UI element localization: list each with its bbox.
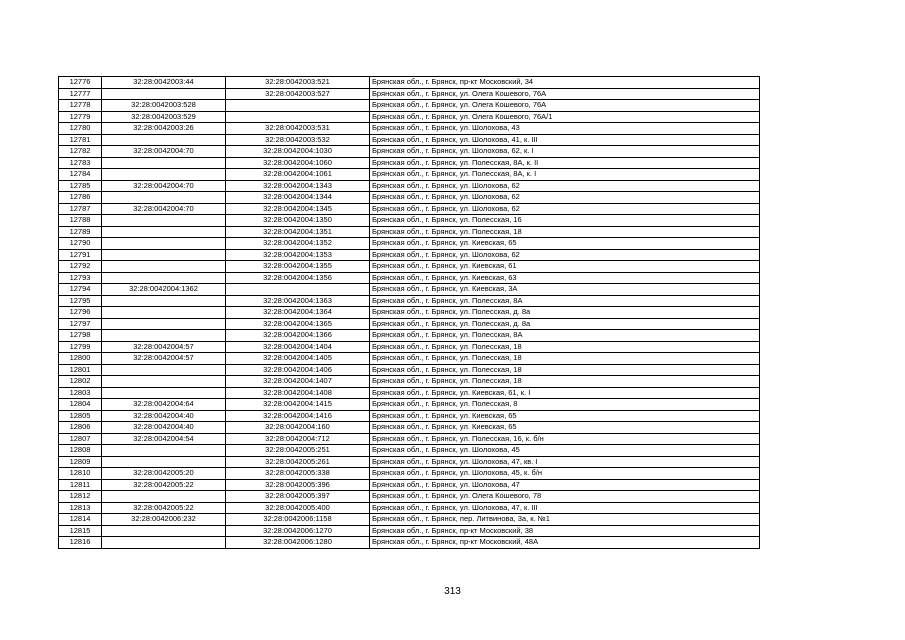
- object-cadastral-number-cell: 32:28:0042004:1363: [226, 295, 370, 307]
- object-cadastral-number-cell: 32:28:0042003:531: [226, 123, 370, 135]
- row-number-cell: 12780: [59, 123, 102, 135]
- row-number-cell: 12790: [59, 238, 102, 250]
- parcel-cadastral-number-cell: 32:28:0042005:22: [102, 502, 226, 514]
- address-cell: Брянская обл., г. Брянск, ул. Киевская, 63: [370, 272, 760, 284]
- row-number-cell: 12794: [59, 284, 102, 296]
- table-row: [59, 364, 760, 376]
- object-cadastral-number-cell: 32:28:0042004:1030: [226, 146, 370, 158]
- parcel-cadastral-number-cell: 32:28:0042004:40: [102, 422, 226, 434]
- parcel-cadastral-number-cell: [102, 456, 226, 468]
- address-cell: Брянская обл., г. Брянск, ул. Киевская, 3А: [370, 284, 760, 296]
- table-row: [59, 502, 760, 514]
- parcel-cadastral-number-cell: 32:28:0042003:44: [102, 77, 226, 89]
- object-cadastral-number-cell: 32:28:0042004:1366: [226, 330, 370, 342]
- parcel-cadastral-number-cell: [102, 215, 226, 227]
- row-number-cell: 12777: [59, 88, 102, 100]
- row-number-cell: 12776: [59, 77, 102, 89]
- table-row: [59, 146, 760, 158]
- object-cadastral-number-cell: 32:28:0042004:1356: [226, 272, 370, 284]
- object-cadastral-number-cell: 32:28:0042004:1408: [226, 387, 370, 399]
- object-cadastral-number-cell: 32:28:0042003:521: [226, 77, 370, 89]
- object-cadastral-number-cell: 32:28:0042004:1415: [226, 399, 370, 411]
- parcel-cadastral-number-cell: [102, 192, 226, 204]
- table-row: [59, 88, 760, 100]
- parcel-cadastral-number-cell: 32:28:0042005:20: [102, 468, 226, 480]
- object-cadastral-number-cell: 32:28:0042004:1343: [226, 180, 370, 192]
- row-number-cell: 12808: [59, 445, 102, 457]
- parcel-cadastral-number-cell: [102, 307, 226, 319]
- address-cell: Брянская обл., г. Брянск, ул. Полесская, 18: [370, 364, 760, 376]
- address-cell: Брянская обл., г. Брянск, ул. Олега Кошевого, 76А: [370, 100, 760, 112]
- row-number-cell: 12793: [59, 272, 102, 284]
- table-row: [59, 226, 760, 238]
- address-cell: Брянская обл., г. Брянск, ул. Шолохова, 62: [370, 192, 760, 204]
- parcel-cadastral-number-cell: [102, 261, 226, 273]
- parcel-cadastral-number-cell: 32:28:0042005:22: [102, 479, 226, 491]
- table-row: [59, 399, 760, 411]
- row-number-cell: 12798: [59, 330, 102, 342]
- address-cell: Брянская обл., г. Брянск, ул. Полесская, 8: [370, 399, 760, 411]
- parcel-cadastral-number-cell: [102, 525, 226, 537]
- row-number-cell: 12811: [59, 479, 102, 491]
- row-number-cell: 12797: [59, 318, 102, 330]
- parcel-cadastral-number-cell: [102, 169, 226, 181]
- parcel-cadastral-number-cell: 32:28:0042004:64: [102, 399, 226, 411]
- address-cell: Брянская обл., г. Брянск, ул. Полесская, 16: [370, 215, 760, 227]
- parcel-cadastral-number-cell: 32:28:0042004:57: [102, 341, 226, 353]
- address-cell: Брянская обл., г. Брянск, ул. Полесская, 8А, к. II: [370, 157, 760, 169]
- row-number-cell: 12779: [59, 111, 102, 123]
- table-row: [59, 215, 760, 227]
- row-number-cell: 12785: [59, 180, 102, 192]
- row-number-cell: 12812: [59, 491, 102, 503]
- table-row: [59, 410, 760, 422]
- address-cell: Брянская обл., г. Брянск, ул. Полесская, 18: [370, 376, 760, 388]
- address-cell: Брянская обл., г. Брянск, ул. Полесская, 16, к. б/н: [370, 433, 760, 445]
- address-cell: Брянская обл., г. Брянск, ул. Олега Кошевого, 78: [370, 491, 760, 503]
- table-row: [59, 111, 760, 123]
- object-cadastral-number-cell: 32:28:0042004:1060: [226, 157, 370, 169]
- parcel-cadastral-number-cell: [102, 387, 226, 399]
- page-number: 313: [444, 586, 461, 597]
- row-number-cell: 12789: [59, 226, 102, 238]
- table-row: [59, 238, 760, 250]
- address-cell: Брянская обл., г. Брянск, ул. Полесская, д. 8а: [370, 307, 760, 319]
- address-cell: Брянская обл., г. Брянск, ул. Полесская, 18: [370, 341, 760, 353]
- address-cell: Брянская обл., г. Брянск, ул. Киевская, 65: [370, 238, 760, 250]
- table-row: [59, 123, 760, 135]
- address-cell: Брянская обл., г. Брянск, ул. Шолохова, 47, кв. I: [370, 456, 760, 468]
- parcel-cadastral-number-cell: 32:28:0042004:70: [102, 146, 226, 158]
- object-cadastral-number-cell: 32:28:0042004:1345: [226, 203, 370, 215]
- address-cell: Брянская обл., г. Брянск, ул. Шолохова, 62, к. I: [370, 146, 760, 158]
- table-row: [59, 341, 760, 353]
- table-row: [59, 525, 760, 537]
- parcel-cadastral-number-cell: 32:28:0042004:57: [102, 353, 226, 365]
- object-cadastral-number-cell: 32:28:0042005:400: [226, 502, 370, 514]
- object-cadastral-number-cell: 32:28:0042004:712: [226, 433, 370, 445]
- address-cell: Брянская обл., г. Брянск, ул. Полесская, 18: [370, 226, 760, 238]
- parcel-cadastral-number-cell: [102, 445, 226, 457]
- address-cell: Брянская обл., г. Брянск, ул. Шолохова, 45, к. б/н: [370, 468, 760, 480]
- table-row: [59, 353, 760, 365]
- row-number-cell: 12782: [59, 146, 102, 158]
- object-cadastral-number-cell: 32:28:0042005:338: [226, 468, 370, 480]
- object-cadastral-number-cell: 32:28:0042004:1353: [226, 249, 370, 261]
- parcel-cadastral-number-cell: [102, 272, 226, 284]
- row-number-cell: 12791: [59, 249, 102, 261]
- parcel-cadastral-number-cell: [102, 364, 226, 376]
- row-number-cell: 12806: [59, 422, 102, 434]
- address-cell: Брянская обл., г. Брянск, ул. Киевская, 65: [370, 422, 760, 434]
- object-cadastral-number-cell: 32:28:0042004:1364: [226, 307, 370, 319]
- table-row: [59, 169, 760, 181]
- object-cadastral-number-cell: [226, 100, 370, 112]
- parcel-cadastral-number-cell: 32:28:0042004:54: [102, 433, 226, 445]
- object-cadastral-number-cell: 32:28:0042006:1270: [226, 525, 370, 537]
- table-row: [59, 157, 760, 169]
- object-cadastral-number-cell: 32:28:0042006:1280: [226, 537, 370, 549]
- address-cell: Брянская обл., г. Брянск, ул. Киевская, 61, к. I: [370, 387, 760, 399]
- address-cell: Брянская обл., г. Брянск, пр-кт Московский, 38: [370, 525, 760, 537]
- address-cell: Брянская обл., г. Брянск, ул. Полесская, 8А, к. I: [370, 169, 760, 181]
- row-number-cell: 12795: [59, 295, 102, 307]
- table-row: [59, 479, 760, 491]
- address-cell: Брянская обл., г. Брянск, ул. Полесская, 8А: [370, 330, 760, 342]
- object-cadastral-number-cell: 32:28:0042004:160: [226, 422, 370, 434]
- parcel-cadastral-number-cell: [102, 249, 226, 261]
- row-number-cell: 12783: [59, 157, 102, 169]
- parcel-cadastral-number-cell: 32:28:0042003:529: [102, 111, 226, 123]
- parcel-cadastral-number-cell: [102, 238, 226, 250]
- parcel-cadastral-number-cell: 32:28:0042003:528: [102, 100, 226, 112]
- table-row: [59, 272, 760, 284]
- parcel-cadastral-number-cell: [102, 88, 226, 100]
- row-number-cell: 12802: [59, 376, 102, 388]
- object-cadastral-number-cell: 32:28:0042003:532: [226, 134, 370, 146]
- parcel-cadastral-number-cell: [102, 537, 226, 549]
- parcel-cadastral-number-cell: [102, 318, 226, 330]
- row-number-cell: 12787: [59, 203, 102, 215]
- table-row: [59, 295, 760, 307]
- table-row: [59, 318, 760, 330]
- object-cadastral-number-cell: 32:28:0042004:1405: [226, 353, 370, 365]
- object-cadastral-number-cell: 32:28:0042004:1350: [226, 215, 370, 227]
- table-row: [59, 192, 760, 204]
- object-cadastral-number-cell: 32:28:0042004:1406: [226, 364, 370, 376]
- table-row: [59, 422, 760, 434]
- table-row: [59, 468, 760, 480]
- object-cadastral-number-cell: 32:28:0042005:261: [226, 456, 370, 468]
- row-number-cell: 12809: [59, 456, 102, 468]
- object-cadastral-number-cell: 32:28:0042004:1344: [226, 192, 370, 204]
- address-cell: Брянская обл., г. Брянск, ул. Шолохова, 47, к. III: [370, 502, 760, 514]
- address-cell: Брянская обл., г. Брянск, ул. Полесская, 18: [370, 353, 760, 365]
- object-cadastral-number-cell: [226, 284, 370, 296]
- row-number-cell: 12807: [59, 433, 102, 445]
- object-cadastral-number-cell: [226, 111, 370, 123]
- address-cell: Брянская обл., г. Брянск, ул. Киевская, 65: [370, 410, 760, 422]
- object-cadastral-number-cell: 32:28:0042004:1352: [226, 238, 370, 250]
- address-cell: Брянская обл., г. Брянск, пер. Литвинова, 3а, к. №1: [370, 514, 760, 526]
- property-registry-table: [58, 76, 760, 549]
- parcel-cadastral-number-cell: [102, 491, 226, 503]
- parcel-cadastral-number-cell: 32:28:0042004:70: [102, 180, 226, 192]
- object-cadastral-number-cell: 32:28:0042004:1351: [226, 226, 370, 238]
- row-number-cell: 12784: [59, 169, 102, 181]
- table-row: [59, 330, 760, 342]
- row-number-cell: 12796: [59, 307, 102, 319]
- row-number-cell: 12786: [59, 192, 102, 204]
- row-number-cell: 12804: [59, 399, 102, 411]
- parcel-cadastral-number-cell: [102, 226, 226, 238]
- object-cadastral-number-cell: 32:28:0042004:1407: [226, 376, 370, 388]
- table-row: [59, 387, 760, 399]
- object-cadastral-number-cell: 32:28:0042004:1365: [226, 318, 370, 330]
- parcel-cadastral-number-cell: [102, 330, 226, 342]
- row-number-cell: 12788: [59, 215, 102, 227]
- row-number-cell: 12803: [59, 387, 102, 399]
- table-row: [59, 537, 760, 549]
- row-number-cell: 12799: [59, 341, 102, 353]
- address-cell: Брянская обл., г. Брянск, ул. Шолохова, 41, к. III: [370, 134, 760, 146]
- parcel-cadastral-number-cell: [102, 157, 226, 169]
- parcel-cadastral-number-cell: 32:28:0042004:1362: [102, 284, 226, 296]
- table-row: [59, 514, 760, 526]
- table-row: [59, 456, 760, 468]
- address-cell: Брянская обл., г. Брянск, ул. Шолохова, 62: [370, 180, 760, 192]
- address-cell: Брянская обл., г. Брянск, пр-кт Московский, 34: [370, 77, 760, 89]
- table-row: [59, 491, 760, 503]
- address-cell: Брянская обл., г. Брянск, ул. Шолохова, 43: [370, 123, 760, 135]
- row-number-cell: 12792: [59, 261, 102, 273]
- address-cell: Брянская обл., г. Брянск, ул. Шолохова, 47: [370, 479, 760, 491]
- parcel-cadastral-number-cell: [102, 295, 226, 307]
- table-row: [59, 445, 760, 457]
- address-cell: Брянская обл., г. Брянск, пр-кт Московский, 48А: [370, 537, 760, 549]
- address-cell: Брянская обл., г. Брянск, ул. Шолохова, 62: [370, 249, 760, 261]
- parcel-cadastral-number-cell: 32:28:0042006:232: [102, 514, 226, 526]
- row-number-cell: 12814: [59, 514, 102, 526]
- table-row: [59, 433, 760, 445]
- object-cadastral-number-cell: 32:28:0042004:1416: [226, 410, 370, 422]
- table-row: [59, 100, 760, 112]
- row-number-cell: 12805: [59, 410, 102, 422]
- address-cell: Брянская обл., г. Брянск, ул. Олега Кошевого, 76А: [370, 88, 760, 100]
- table-row: [59, 376, 760, 388]
- parcel-cadastral-number-cell: [102, 134, 226, 146]
- table-row: [59, 261, 760, 273]
- row-number-cell: 12801: [59, 364, 102, 376]
- object-cadastral-number-cell: 32:28:0042004:1404: [226, 341, 370, 353]
- row-number-cell: 12778: [59, 100, 102, 112]
- row-number-cell: 12815: [59, 525, 102, 537]
- row-number-cell: 12781: [59, 134, 102, 146]
- object-cadastral-number-cell: 32:28:0042005:251: [226, 445, 370, 457]
- table-row: [59, 307, 760, 319]
- row-number-cell: 12810: [59, 468, 102, 480]
- registry-table-body: [59, 77, 760, 549]
- object-cadastral-number-cell: 32:28:0042005:397: [226, 491, 370, 503]
- address-cell: Брянская обл., г. Брянск, ул. Шолохова, 45: [370, 445, 760, 457]
- table-row: [59, 134, 760, 146]
- row-number-cell: 12813: [59, 502, 102, 514]
- address-cell: Брянская обл., г. Брянск, ул. Олега Кошевого, 76А/1: [370, 111, 760, 123]
- address-cell: Брянская обл., г. Брянск, ул. Полесская, д. 8а: [370, 318, 760, 330]
- object-cadastral-number-cell: 32:28:0042004:1355: [226, 261, 370, 273]
- object-cadastral-number-cell: 32:28:0042005:396: [226, 479, 370, 491]
- address-cell: Брянская обл., г. Брянск, ул. Киевская, 61: [370, 261, 760, 273]
- table-row: [59, 203, 760, 215]
- table-row: [59, 249, 760, 261]
- parcel-cadastral-number-cell: 32:28:0042003:26: [102, 123, 226, 135]
- parcel-cadastral-number-cell: [102, 376, 226, 388]
- parcel-cadastral-number-cell: 32:28:0042004:40: [102, 410, 226, 422]
- address-cell: Брянская обл., г. Брянск, ул. Шолохова, 62: [370, 203, 760, 215]
- object-cadastral-number-cell: 32:28:0042003:527: [226, 88, 370, 100]
- table-row: [59, 180, 760, 192]
- parcel-cadastral-number-cell: 32:28:0042004:70: [102, 203, 226, 215]
- table-row: [59, 77, 760, 89]
- row-number-cell: 12800: [59, 353, 102, 365]
- address-cell: Брянская обл., г. Брянск, ул. Полесская, 8А: [370, 295, 760, 307]
- row-number-cell: 12816: [59, 537, 102, 549]
- object-cadastral-number-cell: 32:28:0042006:1158: [226, 514, 370, 526]
- table-row: [59, 284, 760, 296]
- object-cadastral-number-cell: 32:28:0042004:1061: [226, 169, 370, 181]
